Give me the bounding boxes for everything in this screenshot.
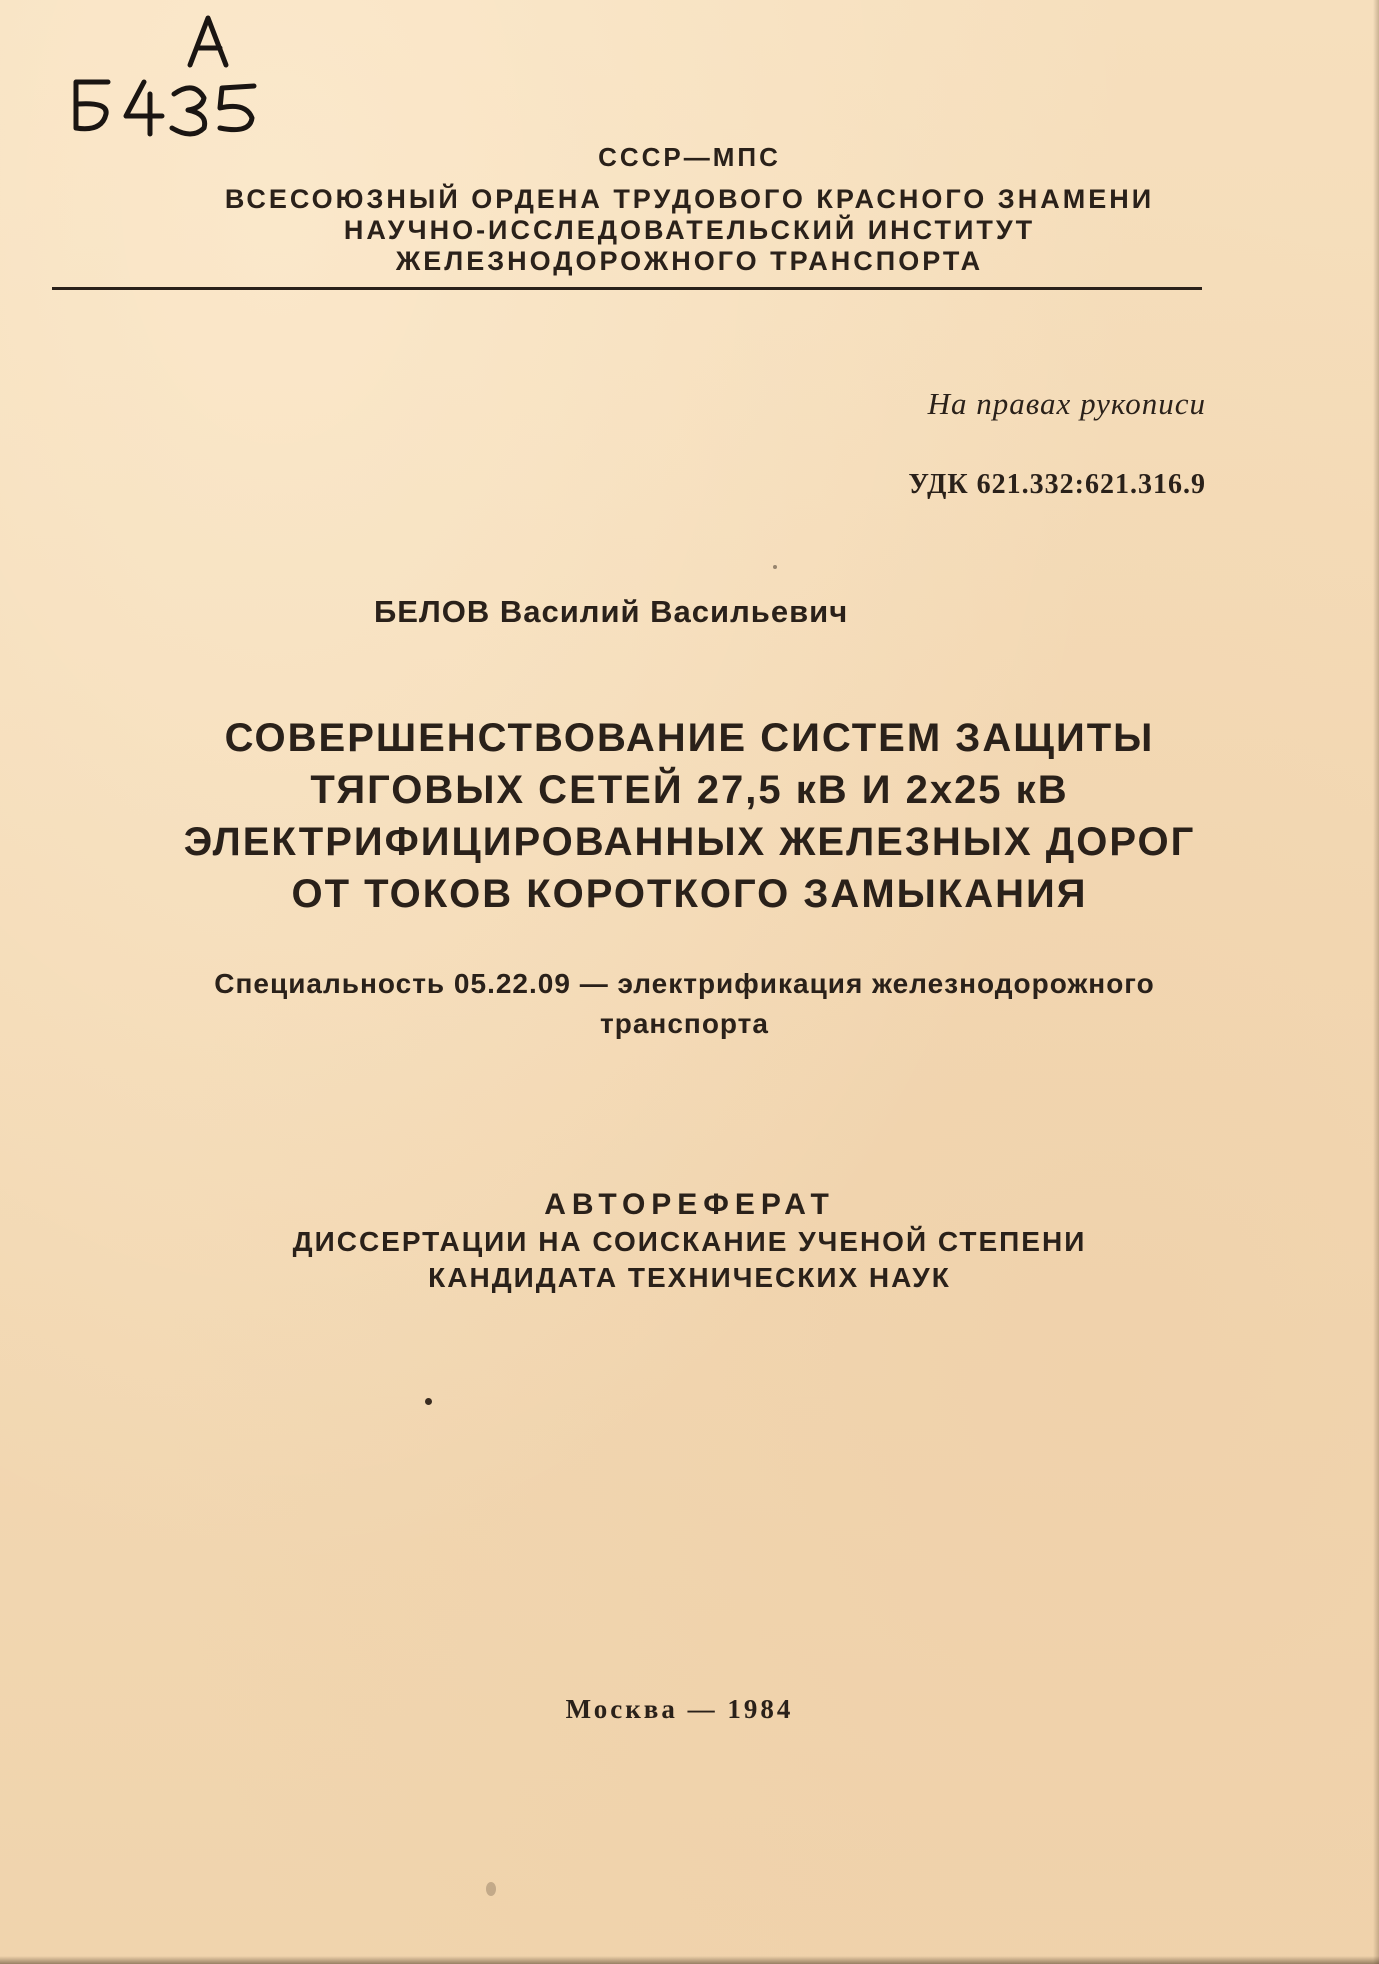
specialty-line-2: транспорта	[600, 1008, 769, 1039]
title-line-1: СОВЕРШЕНСТВОВАНИЕ СИСТЕМ ЗАЩИТЫ	[224, 716, 1155, 760]
imprint-city-year: Москва — 1984	[565, 1694, 794, 1724]
abstract-line-2: КАНДИДАТА ТЕХНИЧЕСКИХ НАУК	[428, 1262, 951, 1293]
abstract-line-1: ДИССЕРТАЦИИ НА СОИСКАНИЕ УЧЕНОЙ СТЕПЕНИ	[292, 1226, 1087, 1257]
institute-line-3: ЖЕЛЕЗНОДОРОЖНОГО ТРАНСПОРТА	[395, 246, 984, 276]
ministry-label: СССР—МПС	[598, 142, 781, 172]
title-line-3: ЭЛЕКТРИФИЦИРОВАННЫХ ЖЕЛЕЗНЫХ ДОРОГ	[183, 820, 1196, 864]
handwritten-shelf-mark	[70, 10, 290, 140]
paper-speck	[425, 1398, 432, 1405]
header-divider	[52, 287, 1202, 290]
page-right-edge-shadow	[1373, 0, 1379, 1964]
institute-line-2: НАУЧНО-ИССЛЕДОВАТЕЛЬСКИЙ ИНСТИТУТ	[343, 215, 1036, 245]
manuscript-note: На правах рукописи	[927, 386, 1206, 421]
page-bottom-edge-shadow	[0, 1956, 1379, 1964]
abstract-heading: АВТОРЕФЕРАТ	[544, 1188, 835, 1221]
author-name: БЕЛОВ Василий Васильевич	[374, 594, 849, 629]
title-line-2: ТЯГОВЫХ СЕТЕЙ 27,5 кВ И 2х25 кВ	[310, 768, 1069, 812]
udc-code: УДК 621.332:621.316.9	[908, 469, 1206, 500]
institute-line-1: ВСЕСОЮЗНЫЙ ОРДЕНА ТРУДОВОГО КРАСНОГО ЗНАМЕНИ	[224, 184, 1155, 214]
title-line-4: ОТ ТОКОВ КОРОТКОГО ЗАМЫКАНИЯ	[291, 872, 1088, 916]
paper-speck	[486, 1882, 496, 1896]
paper-speck	[773, 565, 777, 569]
specialty-line-1: Специальность 05.22.09 — электрификация железнодорожного	[214, 968, 1155, 999]
